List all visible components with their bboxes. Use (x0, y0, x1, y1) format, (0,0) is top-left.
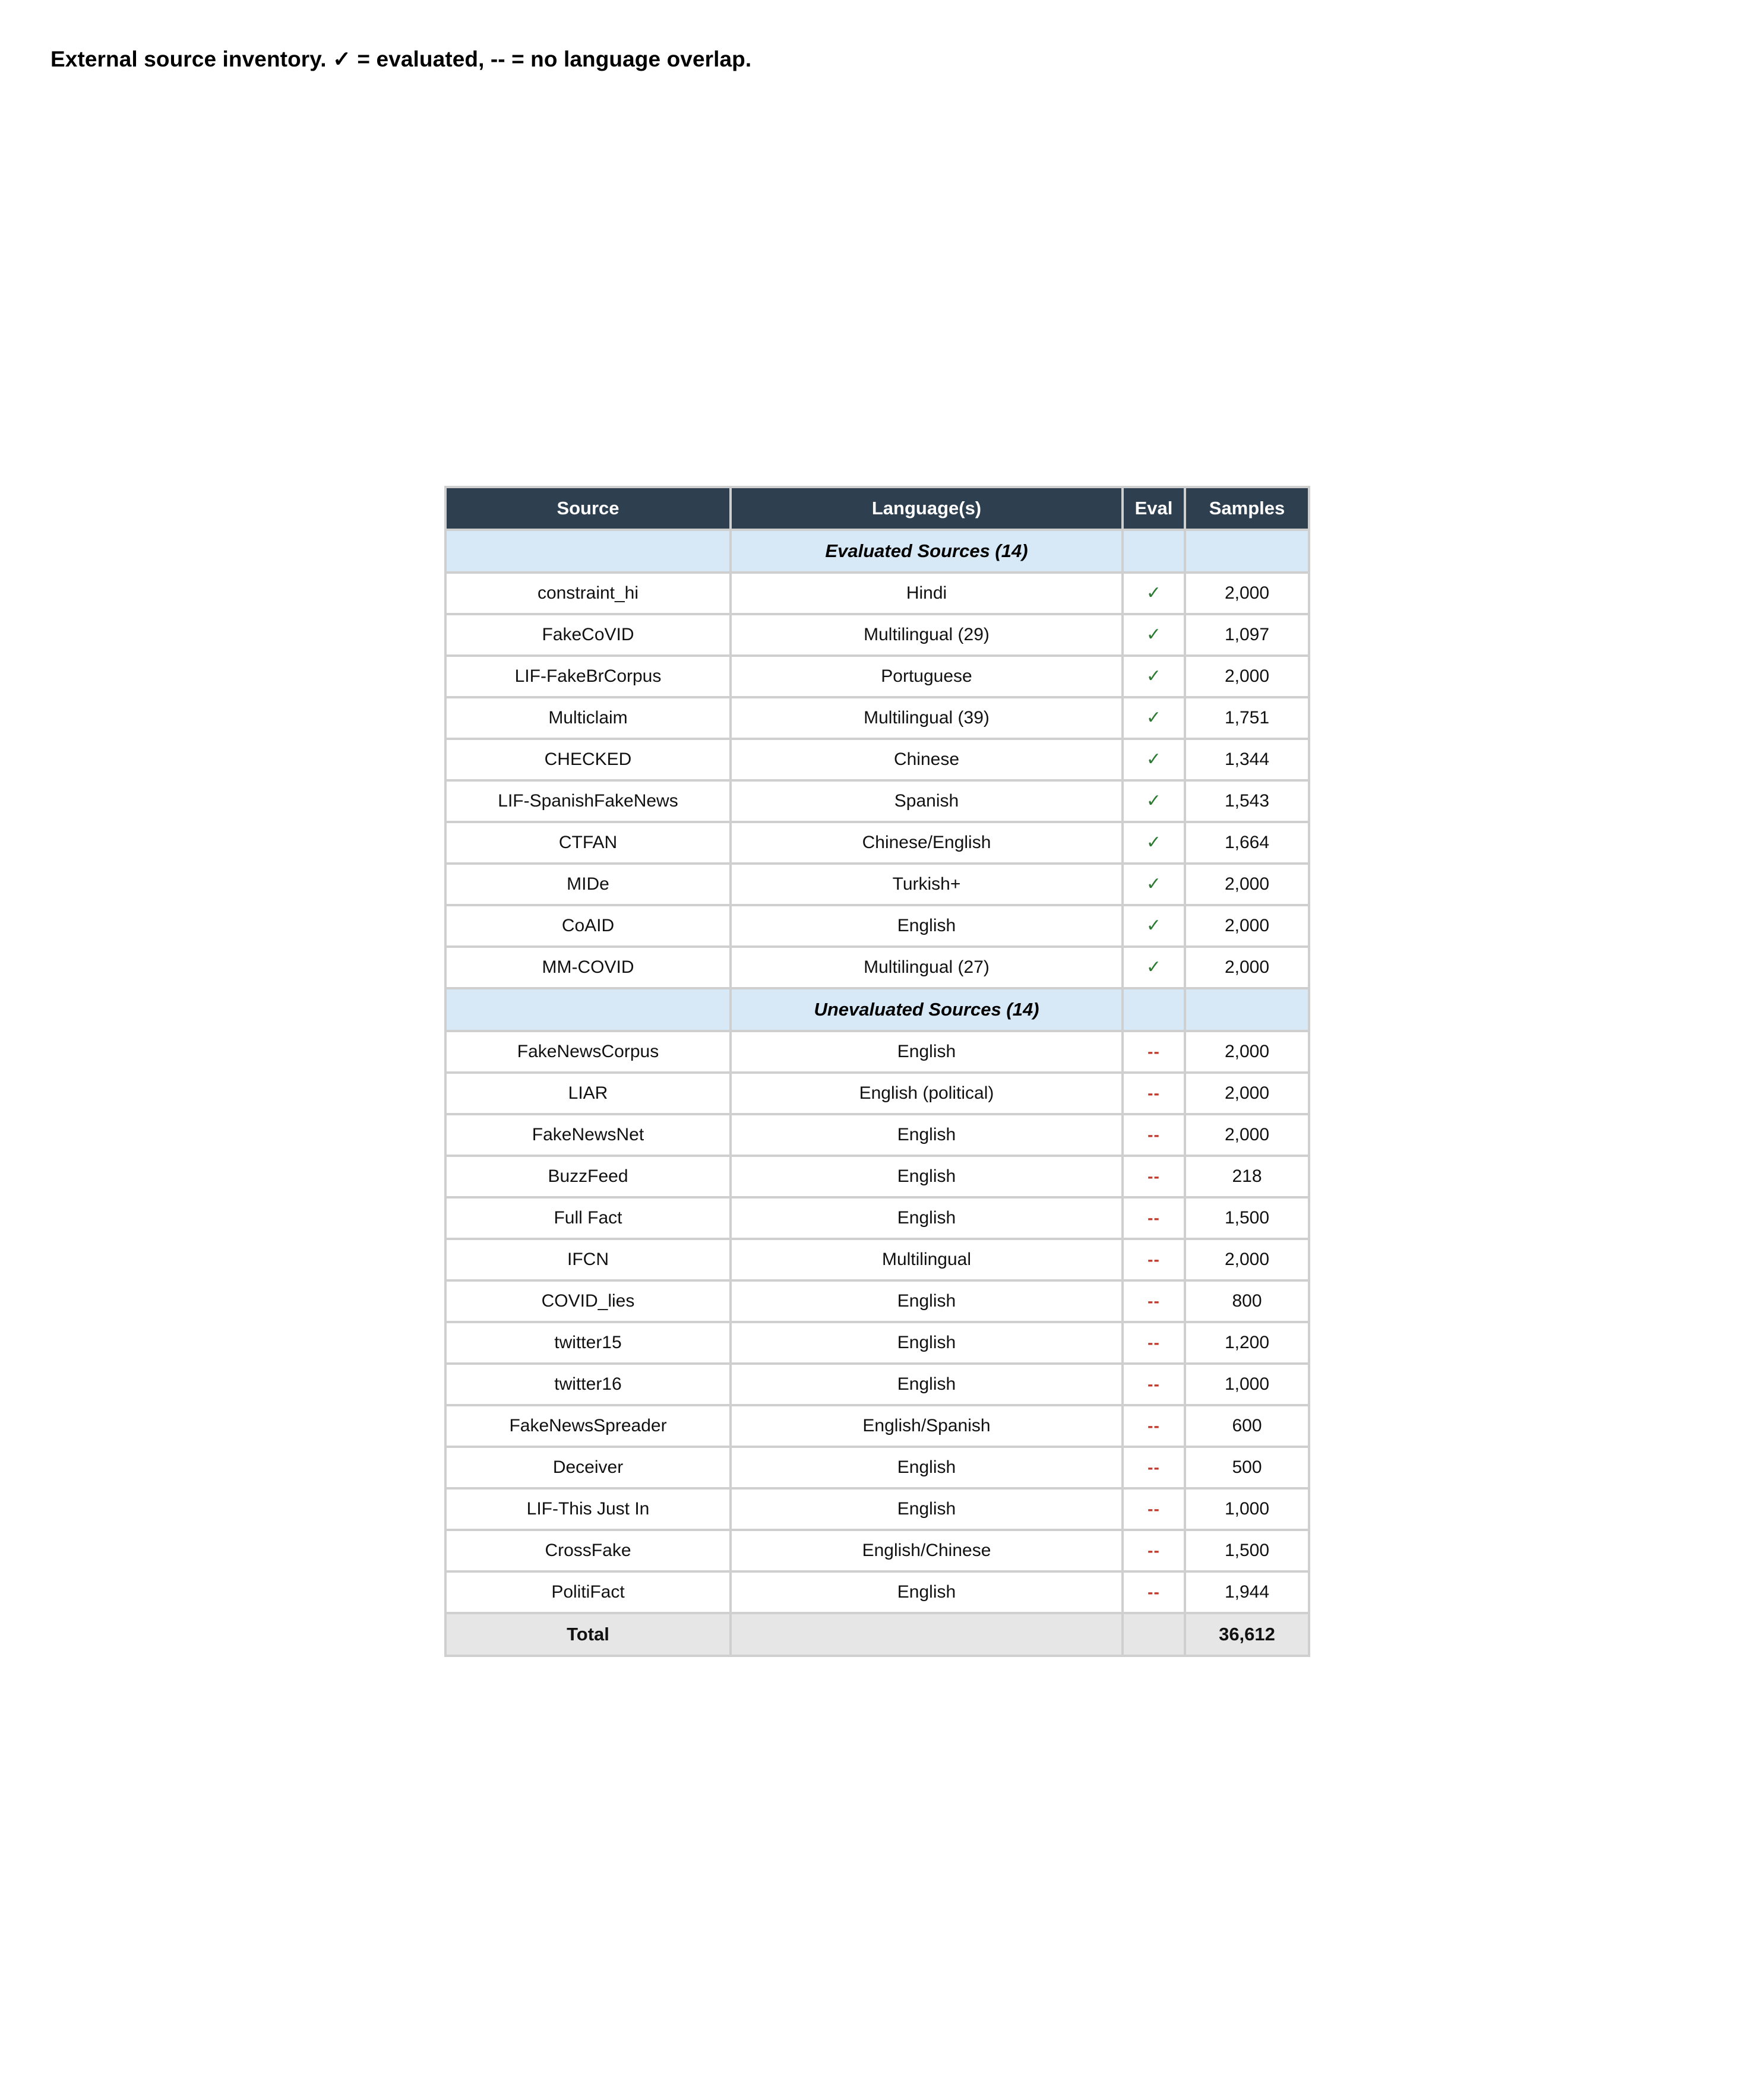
column-header-source: Source (444, 486, 732, 531)
cell-source: PolitiFact (444, 1573, 732, 1614)
cell-samples: 1,751 (1186, 698, 1310, 740)
column-header-samples: Samples (1186, 486, 1310, 531)
cell-samples: 2,000 (1186, 1032, 1310, 1074)
no-overlap-dash-icon: -- (1124, 1157, 1186, 1198)
cell-samples: 600 (1186, 1406, 1310, 1448)
check-icon: ✓ (1124, 906, 1186, 948)
cell-samples: 1,097 (1186, 615, 1310, 657)
no-overlap-dash-icon: -- (1124, 1032, 1186, 1074)
cell-source: FakeNewsNet (444, 1115, 732, 1157)
cell-samples: 2,000 (1186, 657, 1310, 698)
cell-language: Multilingual (27) (732, 948, 1124, 989)
total-row (444, 1614, 1310, 1657)
table-body (444, 531, 1310, 1657)
cell-source: constraint_hi (444, 574, 732, 615)
no-overlap-dash-icon: -- (1124, 1365, 1186, 1406)
table-row (444, 1323, 1310, 1365)
cell-source: CTFAN (444, 823, 732, 865)
table-row (444, 1240, 1310, 1282)
cell-language: English (732, 1490, 1124, 1531)
section-header-label: Unevaluated Sources (14) (732, 989, 1124, 1032)
source-inventory-table-container (444, 486, 1310, 1657)
cell-source: twitter15 (444, 1323, 732, 1365)
cell-samples: 2,000 (1186, 1074, 1310, 1115)
no-overlap-dash-icon: -- (1124, 1406, 1186, 1448)
cell-source: Deceiver (444, 1448, 732, 1490)
no-overlap-dash-icon: -- (1124, 1282, 1186, 1323)
table-row (444, 574, 1310, 615)
cell-source: MIDe (444, 865, 732, 906)
cell-samples: 2,000 (1186, 865, 1310, 906)
check-icon: ✓ (1124, 698, 1186, 740)
cell-language: English (political) (732, 1074, 1124, 1115)
total-samples: 36,612 (1186, 1614, 1310, 1657)
cell-language: English (732, 1198, 1124, 1240)
table-row (444, 782, 1310, 823)
cell-source: CrossFake (444, 1531, 732, 1573)
table-row (444, 1074, 1310, 1115)
cell-language: Chinese (732, 740, 1124, 782)
cell-language: English (732, 1365, 1124, 1406)
cell-source: LIAR (444, 1074, 732, 1115)
cell-samples: 1,500 (1186, 1531, 1310, 1573)
cell-source: CoAID (444, 906, 732, 948)
column-header-eval: Eval (1124, 486, 1186, 531)
section-header-spacer (444, 989, 732, 1032)
cell-language: English (732, 1573, 1124, 1614)
cell-samples: 500 (1186, 1448, 1310, 1490)
cell-language: English (732, 1282, 1124, 1323)
table-row (444, 1490, 1310, 1531)
section-header-eval-spacer (1124, 989, 1186, 1032)
cell-source: Full Fact (444, 1198, 732, 1240)
table-row (444, 1157, 1310, 1198)
cell-source: BuzzFeed (444, 1157, 732, 1198)
table-row (444, 906, 1310, 948)
check-icon: ✓ (1124, 948, 1186, 989)
table-caption: External source inventory. ✓ = evaluated, -- = no language overlap. (50, 47, 752, 71)
cell-samples: 2,000 (1186, 574, 1310, 615)
cell-language: English (732, 1323, 1124, 1365)
cell-language: Spanish (732, 782, 1124, 823)
no-overlap-dash-icon: -- (1124, 1531, 1186, 1573)
table-row (444, 1198, 1310, 1240)
cell-source: LIF-SpanishFakeNews (444, 782, 732, 823)
cell-language: Hindi (732, 574, 1124, 615)
cell-language: English/Spanish (732, 1406, 1124, 1448)
no-overlap-dash-icon: -- (1124, 1573, 1186, 1614)
table-row (444, 1032, 1310, 1074)
check-icon: ✓ (1124, 657, 1186, 698)
cell-samples: 1,944 (1186, 1573, 1310, 1614)
table-row (444, 1282, 1310, 1323)
cell-language: Chinese/English (732, 823, 1124, 865)
cell-source: LIF-This Just In (444, 1490, 732, 1531)
no-overlap-dash-icon: -- (1124, 1198, 1186, 1240)
table-row (444, 823, 1310, 865)
check-icon: ✓ (1124, 574, 1186, 615)
cell-language: English (732, 1032, 1124, 1074)
section-header-row (444, 989, 1310, 1032)
section-header-label: Evaluated Sources (14) (732, 531, 1124, 574)
cell-language: Multilingual (29) (732, 615, 1124, 657)
check-icon: ✓ (1124, 740, 1186, 782)
cell-source: IFCN (444, 1240, 732, 1282)
check-icon: ✓ (1124, 615, 1186, 657)
section-header-spacer (444, 531, 732, 574)
cell-source: FakeNewsSpreader (444, 1406, 732, 1448)
cell-samples: 1,200 (1186, 1323, 1310, 1365)
no-overlap-dash-icon: -- (1124, 1240, 1186, 1282)
cell-samples: 1,543 (1186, 782, 1310, 823)
no-overlap-dash-icon: -- (1124, 1074, 1186, 1115)
no-overlap-dash-icon: -- (1124, 1490, 1186, 1531)
cell-source: FakeCoVID (444, 615, 732, 657)
cell-language: Multilingual (732, 1240, 1124, 1282)
section-header-eval-spacer (1124, 531, 1186, 574)
cell-language: English (732, 906, 1124, 948)
table-header (444, 486, 1310, 531)
cell-language: Turkish+ (732, 865, 1124, 906)
cell-samples: 1,000 (1186, 1365, 1310, 1406)
cell-samples: 800 (1186, 1282, 1310, 1323)
table-row (444, 1365, 1310, 1406)
table-row (444, 1573, 1310, 1614)
table-row (444, 657, 1310, 698)
cell-source: twitter16 (444, 1365, 732, 1406)
cell-source: CHECKED (444, 740, 732, 782)
no-overlap-dash-icon: -- (1124, 1323, 1186, 1365)
cell-source: LIF-FakeBrCorpus (444, 657, 732, 698)
cell-samples: 2,000 (1186, 948, 1310, 989)
table-row (444, 948, 1310, 989)
source-inventory-table (444, 486, 1310, 1657)
section-header-samples-spacer (1186, 989, 1310, 1032)
cell-language: English (732, 1115, 1124, 1157)
table-row (444, 740, 1310, 782)
table-row (444, 1406, 1310, 1448)
table-row (444, 1115, 1310, 1157)
check-icon: ✓ (1124, 865, 1186, 906)
table-row (444, 1448, 1310, 1490)
cell-samples: 2,000 (1186, 1240, 1310, 1282)
total-eval-spacer (1124, 1614, 1186, 1657)
section-header-samples-spacer (1186, 531, 1310, 574)
cell-language: English/Chinese (732, 1531, 1124, 1573)
column-header-language: Language(s) (732, 486, 1124, 531)
header-row (444, 486, 1310, 531)
cell-samples: 2,000 (1186, 1115, 1310, 1157)
cell-samples: 1,500 (1186, 1198, 1310, 1240)
cell-language: Multilingual (39) (732, 698, 1124, 740)
cell-language: Portuguese (732, 657, 1124, 698)
table-row (444, 1531, 1310, 1573)
cell-source: Multiclaim (444, 698, 732, 740)
check-icon: ✓ (1124, 782, 1186, 823)
total-language-spacer (732, 1614, 1124, 1657)
table-row (444, 865, 1310, 906)
check-icon: ✓ (1124, 823, 1186, 865)
cell-source: COVID_lies (444, 1282, 732, 1323)
cell-samples: 1,664 (1186, 823, 1310, 865)
cell-language: English (732, 1448, 1124, 1490)
no-overlap-dash-icon: -- (1124, 1115, 1186, 1157)
table-row (444, 615, 1310, 657)
section-header-row (444, 531, 1310, 574)
cell-language: English (732, 1157, 1124, 1198)
cell-samples: 1,344 (1186, 740, 1310, 782)
no-overlap-dash-icon: -- (1124, 1448, 1186, 1490)
cell-samples: 218 (1186, 1157, 1310, 1198)
cell-source: MM-COVID (444, 948, 732, 989)
total-label: Total (444, 1614, 732, 1657)
cell-source: FakeNewsCorpus (444, 1032, 732, 1074)
cell-samples: 1,000 (1186, 1490, 1310, 1531)
cell-samples: 2,000 (1186, 906, 1310, 948)
table-row (444, 698, 1310, 740)
